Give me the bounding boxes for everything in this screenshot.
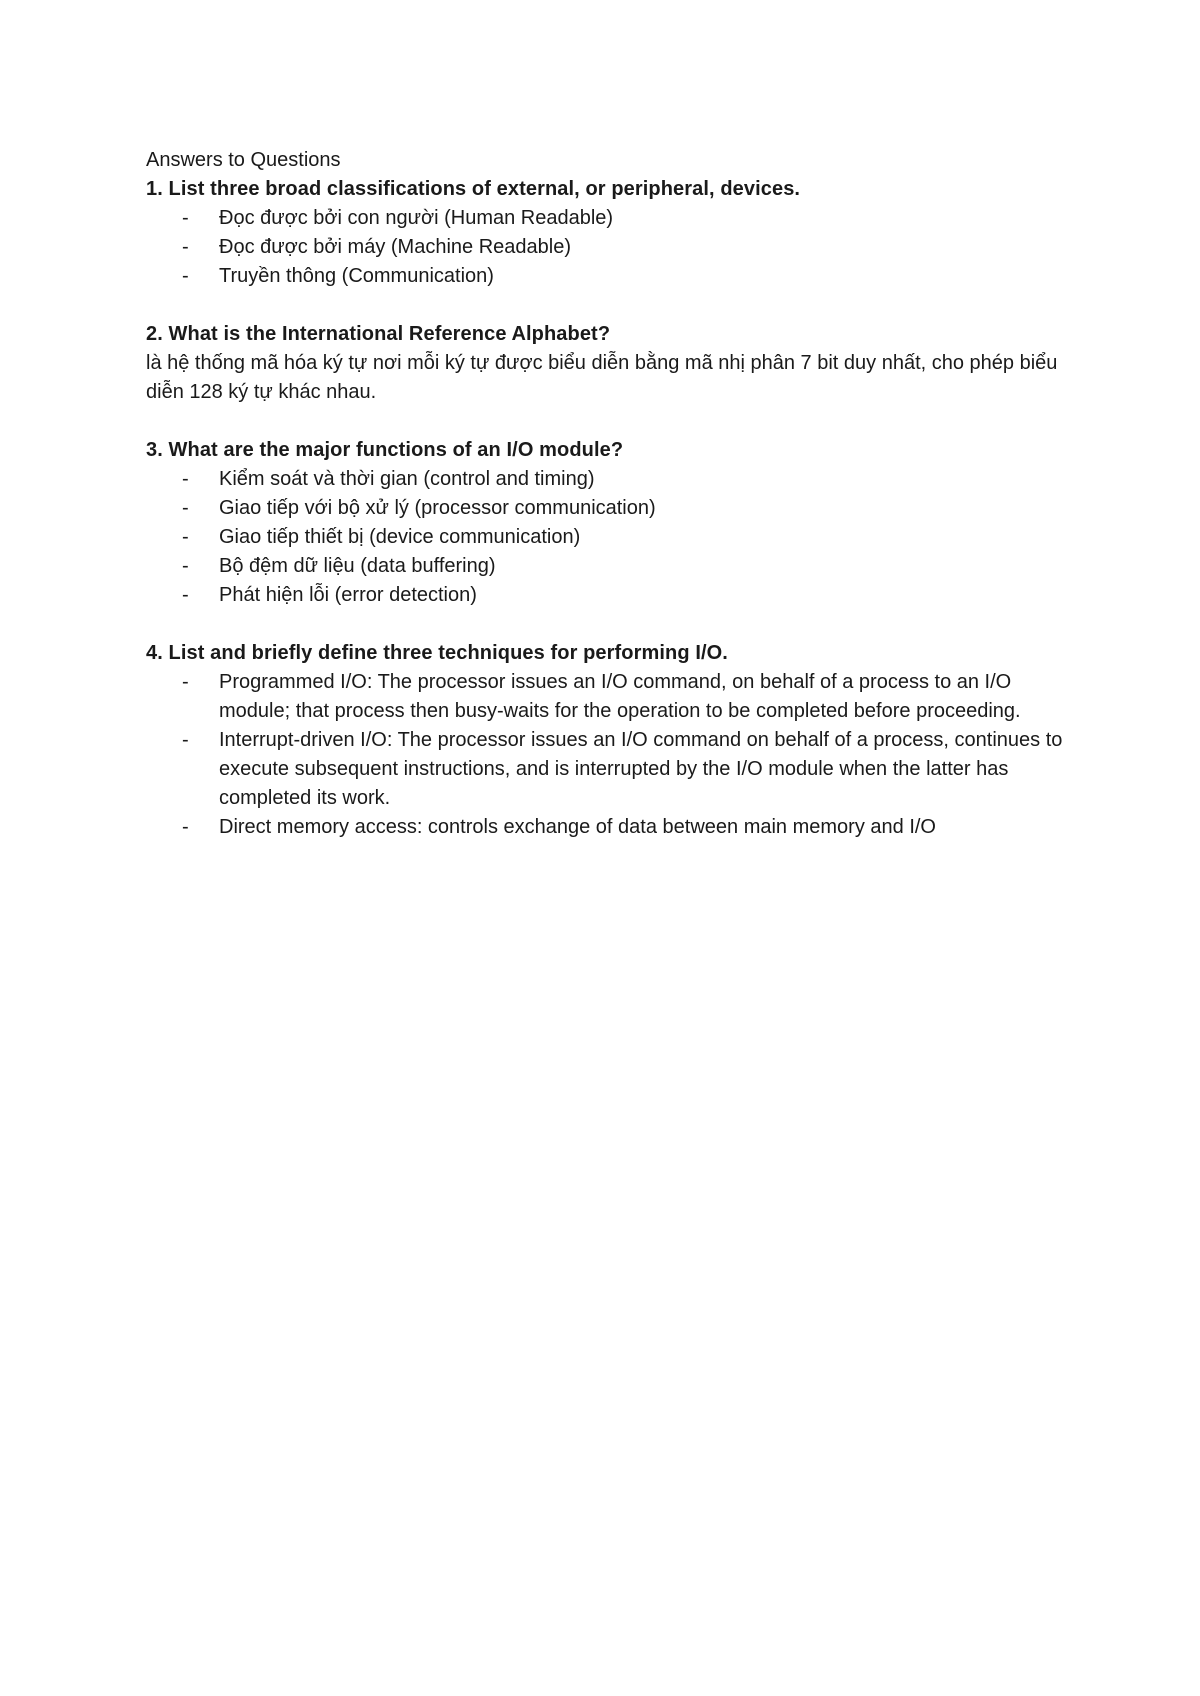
- dash-bullet: -: [182, 265, 189, 287]
- list-item: [146, 726, 1076, 813]
- question-3-answer-list: [146, 465, 1076, 610]
- paragraph-spacer: [146, 407, 1076, 436]
- list-item-text: Đọc được bởi con người (Human Readable): [219, 207, 614, 229]
- question-1: [146, 175, 1076, 291]
- paragraph-spacer: [146, 610, 1076, 639]
- list-item: [146, 668, 1076, 726]
- list-item-text: Direct memory access: controls exchange of data between main memory and I/O: [219, 816, 936, 838]
- question-3-heading: 3. What are the major functions of an I/O module?: [146, 439, 624, 461]
- document-title: Answers to Questions: [146, 149, 341, 171]
- question-2-heading: 2. What is the International Reference Alphabet?: [146, 323, 611, 345]
- question-2-answer: là hệ thống mã hóa ký tự nơi mỗi ký tự được biểu diễn bằng mã nhị phân 7 bit duy nhất, cho phép biểu diễn 128 ký tự khác nhau.: [146, 352, 1058, 403]
- list-item: [146, 262, 1076, 291]
- list-item: [146, 204, 1076, 233]
- paragraph-spacer: [146, 291, 1076, 320]
- list-item: [146, 465, 1076, 494]
- dash-bullet: -: [182, 236, 189, 258]
- question-4: [146, 639, 1076, 842]
- list-item-text: Programmed I/O: The processor issues an I/O command, on behalf of a process to an I/O module; that process then busy-waits for the operation to be completed before proceeding.: [219, 671, 1021, 722]
- dash-bullet: -: [182, 584, 189, 606]
- list-item-text: Interrupt-driven I/O: The processor issues an I/O command on behalf of a process, continues to execute subsequent instructions, and is interrupted by the I/O module when the latter has completed its work.: [219, 729, 1063, 809]
- list-item: [146, 233, 1076, 262]
- list-item-text: Giao tiếp thiết bị (device communication): [219, 526, 581, 548]
- list-item: [146, 813, 1076, 842]
- list-item-text: Phát hiện lỗi (error detection): [219, 584, 477, 606]
- document-body: [146, 146, 1076, 842]
- question-3: [146, 436, 1076, 610]
- question-2: [146, 320, 1076, 407]
- question-4-answer-list: [146, 668, 1076, 842]
- dash-bullet: -: [182, 497, 189, 519]
- dash-bullet: -: [182, 468, 189, 490]
- list-item-text: Giao tiếp với bộ xử lý (processor communication): [219, 497, 656, 519]
- list-item: [146, 523, 1076, 552]
- dash-bullet: -: [182, 555, 189, 577]
- dash-bullet: -: [182, 729, 189, 751]
- question-4-heading: 4. List and briefly define three techniques for performing I/O.: [146, 642, 728, 664]
- list-item-text: Kiểm soát và thời gian (control and timing): [219, 468, 595, 490]
- question-1-heading: 1. List three broad classifications of external, or peripheral, devices.: [146, 178, 801, 200]
- dash-bullet: -: [182, 526, 189, 548]
- list-item-text: Truyền thông (Communication): [219, 265, 494, 287]
- list-item-text: Đọc được bởi máy (Machine Readable): [219, 236, 571, 258]
- question-1-answer-list: [146, 204, 1076, 291]
- list-item: [146, 581, 1076, 610]
- dash-bullet: -: [182, 671, 189, 693]
- list-item: [146, 552, 1076, 581]
- dash-bullet: -: [182, 207, 189, 229]
- list-item: [146, 494, 1076, 523]
- list-item-text: Bộ đệm dữ liệu (data buffering): [219, 555, 496, 577]
- dash-bullet: -: [182, 816, 189, 838]
